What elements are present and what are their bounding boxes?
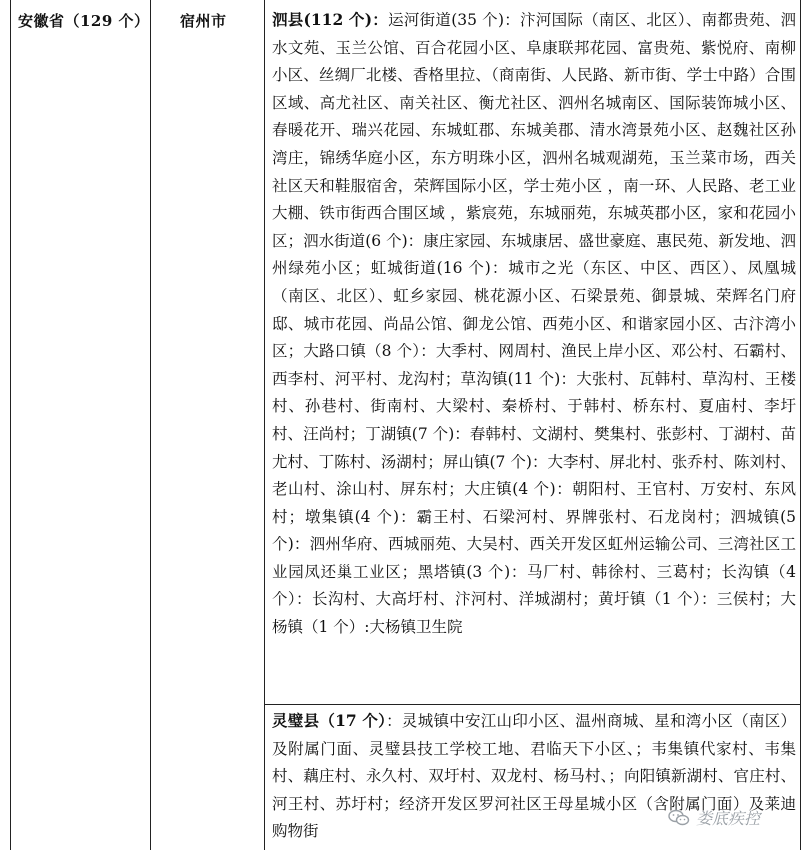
wechat-icon <box>668 809 690 827</box>
city-cell: 宿州市 <box>180 12 227 30</box>
county-areas: ：灵城镇中安江山印小区、温州商城、星和湾小区（南区）及附属门面、灵璧县技工学校工地、君临天下小区、；韦集镇代家村、韦集村、藕庄村、永久村、双圩村、双龙村、杨马村、；向阳镇新湖村、官庄村、河王村、苏圩村；经济开发区罗河社区王母星城小区（含附属门面）及莱迪购物街 <box>272 712 796 841</box>
row-divider <box>264 704 801 705</box>
county-name: 灵璧县（17 个） <box>272 711 387 730</box>
column-divider-1 <box>150 0 151 850</box>
county-areas: 运河街道(35 个)：汴河国际（南区、北区）、南都贵苑、泗水文苑、玉兰公馆、百合花园小区、阜康联邦花园、富贵苑、紫悦府、南柳小区、丝绸厂北楼、香格里拉、（商南街、人民路、新市街、学士中路）合围区域、高尤社区、南关社区、衡尤社区、泗州名城南区、国际装饰城小区、春暖花开、瑞兴花园、东城虹郡、东城美郡、清水湾景苑小区、赵魏社区孙湾庄，锦绣华庭小区，东方明珠小区，泗州名城观湖苑，玉兰菜市场，西关社区天和鞋服宿舍，荣辉国际小区，学士苑小区 ，南一环、人民路、老工业大棚、铁市街西合围区域 ，紫宸苑，东城丽苑，东城英郡小区，家和花园小区；泗水街道(6 个)：康庄家园、东城康居、盛世豪庭、惠民苑、新发地、泗州绿苑小区；虹城街道(16 个)：城市之光（东区、中区、西区）、凤凰城（南区、北区）、虹乡家园、桃花源小区、石梁景苑、御景城、荣辉名门府邸、城市花园、尚品公馆、御龙公馆、西苑小区、和谐家园小区、古汴湾小区；大路口镇（8 个）：大季村、网周村、渔民上岸小区、邓公村、石霸村、西李村、河平村、龙沟村；草沟镇(11 个)：大张村、瓦韩村、草沟村、王楼村、孙巷村、街南村、大梁村、秦桥村、于韩村、桥东村、夏庙村、李圩村、汪尚村；丁湖镇(7 个)：春韩村、文湖村、樊集村、张彭村、丁湖村、苗尤村、丁陈村、汤湖村；屏山镇(7 个)：大李村、屏北村、张乔村、陈刘村、老山村、涂山村、屏东村；大庄镇(4 个)：朝阳村、王官村、万安村、东风村；墩集镇(4 个)：霸王村、石梁河村、界牌张村、石龙岗村；泗城镇(5 个)：泗州华府、西城丽苑、大吴村、西关开发区虹州运输公司、三湾社区工业园凤还巢工业区；黑塔镇(3 个)：马厂村、韩徐村、三葛村；长沟镇（4 个）：长沟村、大高圩村、汴河村、洋城湖村；黄圩镇（1 个）：三侯村；大杨镇（1 个）:大杨镇卫生院 <box>272 11 797 637</box>
column-divider-2 <box>264 0 265 850</box>
watermark <box>668 806 760 829</box>
county-cell-sixian <box>272 6 796 642</box>
table-border-left <box>10 0 11 850</box>
watermark-text: 娄底疾控 <box>696 809 761 828</box>
table-border-right <box>800 0 801 850</box>
county-name: 泗县(112 个)： <box>272 10 389 29</box>
province-cell: 安徽省（129 个） <box>18 12 150 30</box>
